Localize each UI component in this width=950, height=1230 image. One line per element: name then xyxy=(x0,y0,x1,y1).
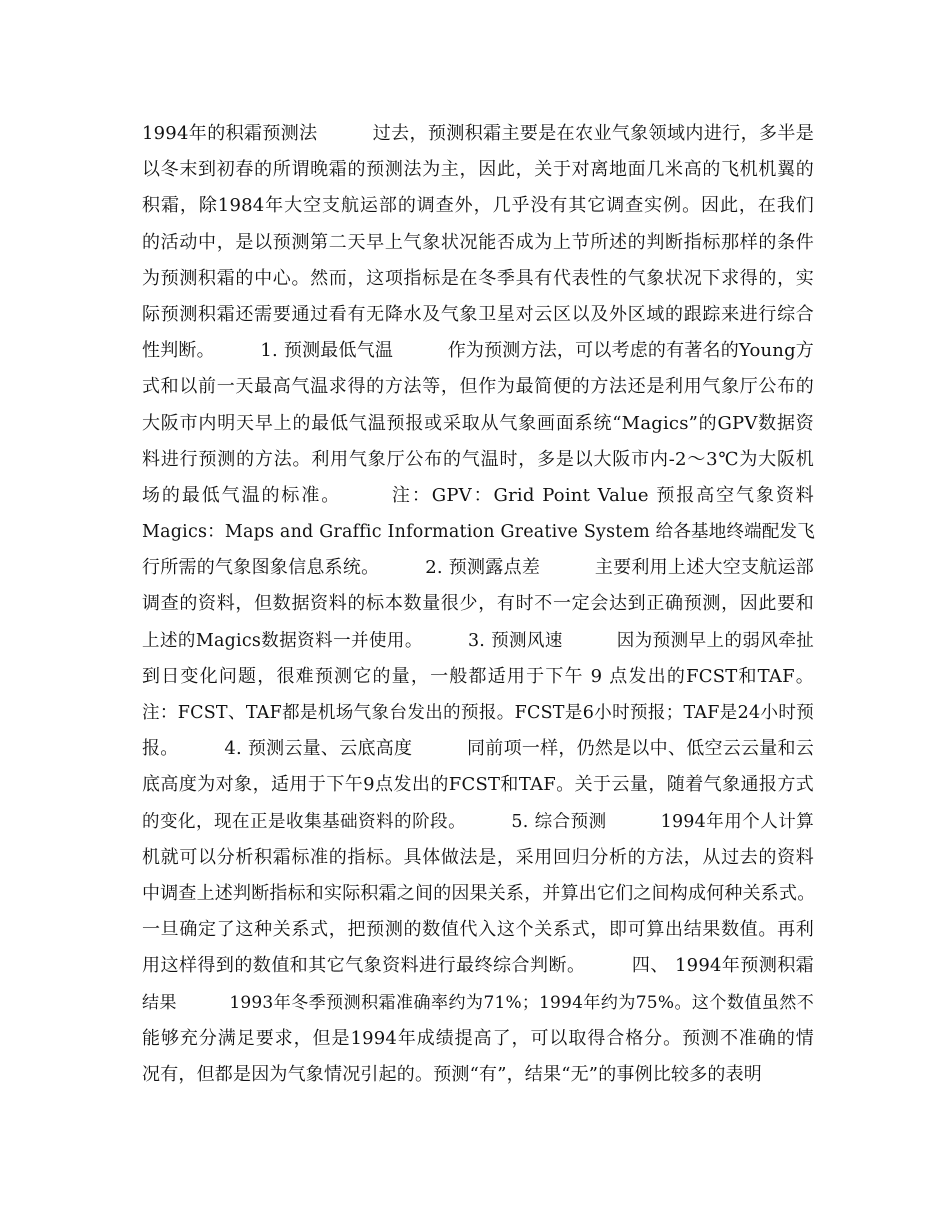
text-line-5: 为预测积霜的中心。然而，这项指标是在冬季具有代表性的气象状况下求得的，实 xyxy=(142,267,814,289)
text-line-18: 报。 4. 预测云量、云底高度 同前项一样，仍然是以中、低空云云量和云 xyxy=(142,738,814,760)
text-line-26: 能够充分满足要求，但是1994年成绩提高了，可以取得合格分。预测不准确的情 xyxy=(142,1027,814,1049)
text-line-23: 一旦确定了这种关系式，把预测的数值代入这个关系式，即可算出结果数值。再利 xyxy=(142,919,814,941)
text-line-10: 料进行预测的方法。利用气象厅公布的气温时，多是以大阪市内-2～3℃为大阪机 xyxy=(142,448,814,470)
text-line-6: 际预测积霜还需要通过看有无降水及气象卫星对云区以及外区域的跟踪来进行综合 xyxy=(142,303,814,325)
text-line-16: 到日变化问题，很难预测它的量，一般都适用于下午 9 点发出的FCST和TAF。 xyxy=(142,665,814,687)
text-line-20: 的变化，现在正是收集基础资料的阶段。 5. 综合预测 1994年用个人计算 xyxy=(142,811,814,832)
text-line-9: 大阪市内明天早上的最低气温预报或采取从气象画面系统“Magics”的GPV数据资 xyxy=(142,412,814,434)
text-line-4: 的活动中，是以预测第二天早上气象状况能否成为上节所述的判断指标那样的条件 xyxy=(142,231,814,253)
text-line-14: 调查的资料，但数据资料的标本数量很少，有时不一定会达到正确预测，因此要和 xyxy=(142,593,814,615)
text-line-15: 上述的Magics数据资料一并使用。 3. 预测风速 因为预测早上的弱风牵扯 xyxy=(142,630,814,651)
text-line-25: 结果 1993年冬季预测积霜准确率约为71%；1994年约为75%。这个数值虽然不 xyxy=(142,992,814,1013)
text-line-24: 用这样得到的数值和其它气象资料进行最终综合判断。 四、 1994年预测积霜 xyxy=(142,955,814,977)
text-line-12: Magics：Maps and Graffic Information Greative System 给各基地终端配发飞 xyxy=(142,522,815,543)
text-line-2: 以冬末到初春的所谓晚霜的预测法为主，因此，关于对离地面几米高的飞机机翼的 xyxy=(142,159,814,181)
text-line-11: 场的最低气温的标准。 注：GPV：Grid Point Value 预报高空气象资料 xyxy=(142,484,814,506)
text-line-1: 1994年的积霜预测法 过去，预测积霜主要是在农业气象领域内进行，多半是 xyxy=(142,123,814,144)
body-text xyxy=(142,116,814,1093)
text-line-21: 机就可以分析积霜标准的指标。具体做法是，采用回归分析的方法，从过去的资料 xyxy=(142,846,814,868)
text-line-17: 注：FCST、TAF都是机场气象台发出的预报。FCST是6小时预报；TAF是24小时预 xyxy=(142,703,814,723)
text-line-13: 行所需的气象图象信息系统。 2. 预测露点差 主要利用上述大空支航运部 xyxy=(142,557,814,579)
text-line-3: 积霜，除1984年大空支航运部的调查外，几乎没有其它调查实例。因此，在我们 xyxy=(142,195,814,217)
text-line-19: 底高度为对象，适用于下午9点发出的FCST和TAF。关于云量，随着气象通报方式 xyxy=(142,774,814,796)
text-line-7: 性判断。 1. 预测最低气温 作为预测方法，可以考虑的有著名的Young方 xyxy=(142,340,814,362)
text-line-8: 式和以前一天最高气温求得的方法等，但作为最简便的方法还是利用气象厅公布的 xyxy=(142,376,814,398)
text-line-22: 中调查上述判断指标和实际积霜之间的因果关系，并算出它们之间构成何种关系式。 xyxy=(142,882,816,904)
text-line-27: 况有，但都是因为气象情况引起的。预测“有”，结果“无”的事例比较多的表明 xyxy=(142,1063,763,1085)
